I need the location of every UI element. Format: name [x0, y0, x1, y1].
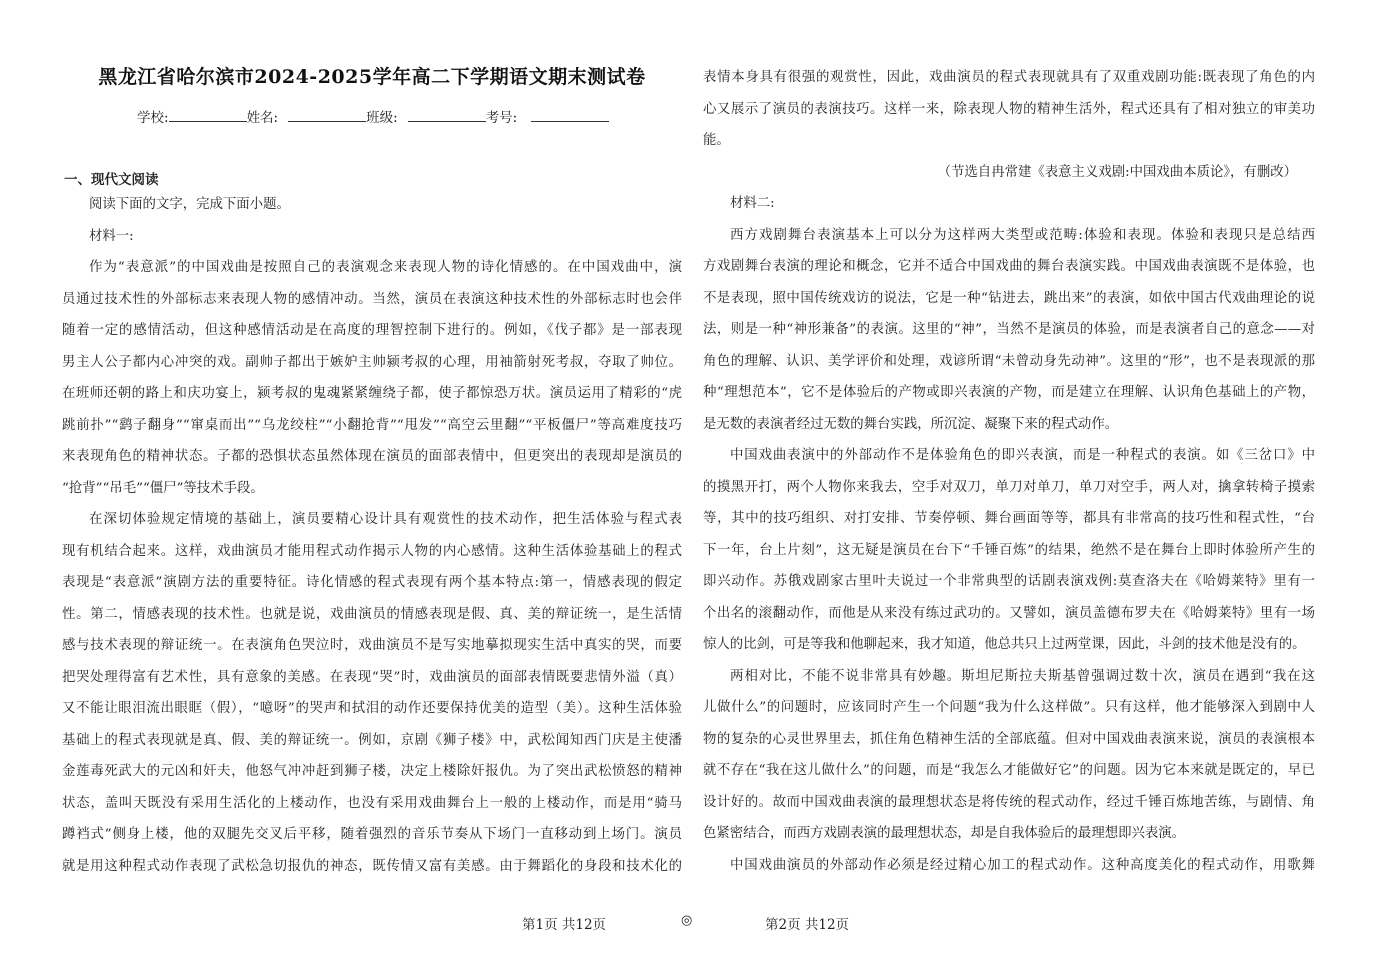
class-label: 班级:: [366, 110, 398, 126]
left-line: 男主人公子都内心冲突的戏。副帅子都出于嫉妒主帅颍考叔的心理，用袖箭射死考叔，夺取了帅位。: [62, 354, 682, 370]
left-line: 性。第二，情感表现的技术性。也就是说，戏曲演员的情感表现是假、真、美的辩证统一，是生活情: [62, 606, 682, 622]
number-label: 考号:: [485, 110, 518, 126]
left-line: 作为“表意派”的中国戏曲是按照自己的表演观念来表现人物的诗化情感的。在中国戏曲中，演: [89, 260, 682, 275]
left-line: 在班师还朝的路上和庆功宴上，颍考叔的鬼魂紧紧缠绕子都，使子都惊恐万状。演员运用了精彩的“虎: [62, 386, 682, 401]
left-line: 蹲裆式”侧身上楼，他的双腿先交叉后平移，随着强烈的音乐节奏从下场门一直移动到上场门。演员: [62, 827, 682, 842]
school-label: 学校:: [137, 110, 169, 126]
right-line: 儿做什么”的问题时，应该同时产生一个问题“我为什么这样做”。只有这样，他才能够深入到剧中人: [703, 700, 1315, 715]
right-line: 中国戏曲演员的外部动作必须是经过精心加工的程式动作。这种高度美化的程式动作，用歌舞: [730, 857, 1315, 873]
right-line: 等，其中的技巧组织、对打安排、节奏停顿、舞台画面等等，都具有非常高的技巧性和程式性，“台: [703, 511, 1315, 526]
class-blank[interactable]: [408, 107, 486, 122]
left-line: 员通过技术性的外部标志来表现人物的感情冲动。当然，演员在表演这种技术性的外部标志时也会伴: [62, 291, 682, 307]
left-line: 跳前扑”“鹞子翻身”“窜桌而出”“乌龙绞柱”“小翻抢背”“甩发”“高空云里翻”“平板僵尸”等高难度技巧: [62, 417, 682, 433]
right-line: 材料二:: [730, 196, 775, 211]
left-line: 把哭处理得富有艺术性，具有意象的美感。在表现“哭”时，戏曲演员的面部表情既要悲情外溢（真）: [62, 669, 682, 685]
right-line: 就不存在“我在这儿做什么”的问题，而是“我怎么才能做好它”的问题。因为它本来就是既定的，早已: [703, 763, 1315, 778]
name-label: 姓名:: [246, 110, 279, 126]
right-line: 西方戏剧舞台表演基本上可以分为这样两大类型或范畴:体验和表现。体验和表现只是总结西: [730, 227, 1315, 243]
right-line: 的摸黑开打，两个人物你来我去，空手对双刀，单刀对单刀，单刀对空手，两人对，擒拿转椅子摸索: [703, 479, 1315, 495]
right-line: 能。: [703, 133, 730, 148]
right-line: 物的复杂的心灵世界里去，抓住角色精神生活的全部底蕴。但对中国戏曲表演来说，演员的表演根本: [703, 731, 1315, 747]
right-line: 色紧密结合，而西方戏剧表演的最理想状态，却是自我体验后的最理想即兴表演。: [703, 826, 1186, 841]
right-line: 惊人的比剑，可是等我和他聊起来，我才知道，他总共只上过两堂课，因此，斗剑的技术他是没有的。: [703, 637, 1306, 652]
number-blank[interactable]: [531, 107, 609, 122]
left-line: 感与技术表现的辩证统一。在表演角色哭泣时，戏曲演员不是写实地摹拟现实生活中真实的哭，而要: [62, 638, 682, 653]
right-line: 方戏剧舞台表演的理论和概念，它并不适合中国戏曲的舞台表演实践。中国戏曲表演既不是体验，也: [703, 259, 1315, 274]
right-line: 中国戏曲表演中的外部动作不是体验角色的即兴表演，而是一种程式的表演。如《三岔口》中: [730, 448, 1315, 463]
instruction-text: 阅读下面的文字，完成下面小题。: [89, 197, 290, 212]
material1-text: [62, 252, 682, 882]
right-line: 种“理想范本”，它不是体验后的产物或即兴表演的产物，而是建立在理解、认识角色基础上的产物，: [703, 385, 1315, 400]
page-number-left: 第1页 共12页: [522, 917, 607, 933]
section-title: 一、现代文阅读: [64, 172, 159, 188]
right-line: 两相对比，不能不说非常具有妙趣。斯坦尼斯拉夫斯基曾强调过数十次，演员在遇到“我在这: [730, 668, 1315, 684]
left-line: 来表现角色的精神状态。子都的恐惧状态虽然体现在演员的面部表情中，但更突出的表现却是演员的: [62, 449, 682, 464]
left-line: “抢背”“吊毛”“僵尸”等技术手段。: [62, 480, 264, 496]
right-line: 不是表现，照中国传统戏访的说法，它是一种“钻进去，跳出来”的表演，如依中国古代戏曲理论的说: [703, 290, 1315, 306]
exam-title: 黑龙江省哈尔滨市2024-2025学年高二下学期语文期末测试卷: [98, 66, 646, 88]
left-line: 状态，盖叫天既没有采用生活化的上楼动作，也没有采用戏曲舞台上一般的上楼动作，而是用“骑马: [62, 795, 682, 811]
right-line: 表情本身具有很强的观赏性，因此，戏曲演员的程式表现就具有了双重戏剧功能:既表现了角色的内: [703, 70, 1315, 85]
left-line: 现有机结合起来。这样，戏曲演员才能用程式动作揭示人物的内心感情。这种生活体验基础上的程式: [62, 543, 682, 559]
right-line: 角色的理解、认识、美学评价和处理，戏谚所谓“未曾动身先动神”。这里的“形”，也不是表现派的那: [703, 353, 1315, 369]
left-line: 金莲毒死武大的元凶和奸夫，他怒气冲冲赶到狮子楼，决定上楼除奸报仇。为了突出武松愤怒的精神: [62, 764, 682, 779]
left-body: [62, 189, 682, 882]
left-line: 就是用这种程式动作表现了武松急切报仇的神态，既传情又富有美感。由于舞蹈化的身段和技术化的: [62, 858, 682, 874]
right-line: 法，则是一种“神形兼备”的表演。这里的“神”，当然不是演员的体验，而是表演者自己的意念——对: [703, 322, 1315, 337]
right-line: 是无数的表演者经过无数的舞台实践，所沉淀、凝聚下来的程式动作。: [703, 416, 1119, 432]
right-line: 心又展示了演员的表演技巧。这样一来，除表现人物的精神生活外，程式还具有了相对独立的审美功: [703, 101, 1315, 117]
left-line: 又不能让眼泪流出眼眶（假），“噫呀”的哭声和拭泪的动作还要保持优美的造型（美）。这种生活体验: [62, 701, 682, 716]
school-blank[interactable]: [169, 107, 247, 122]
right-body: [703, 62, 1315, 881]
left-line: 在深切体验规定情境的基础上，演员要精心设计具有观赏性的技术动作，把生活体验与程式表: [89, 512, 682, 527]
right-line: 设计好的。故而中国戏曲表演的最理想状态是将传统的程式动作，经过千锤百炼地苦练，与剧情、角: [703, 794, 1315, 810]
student-info-fields: [137, 106, 609, 126]
left-line: 基础上的程式表现就是真、假、美的辩证统一。例如，京剧《狮子楼》中，武松闻知西门庆是主使潘: [62, 732, 682, 748]
right-line: 个出名的滚翻动作，而他是从来没有练过武功的。又譬如，演员盖德布罗夫在《哈姆莱特》里有一场: [703, 605, 1315, 621]
name-blank[interactable]: [288, 107, 366, 122]
right-line: 下一年，台上片刻”，这无疑是演员在台下“千锤百炼”的结果，绝然不是在舞台上即时体验所产生的: [703, 542, 1315, 558]
page-number-right: 第2页 共12页: [765, 917, 850, 933]
left-line: 随着一定的感情活动，但这种感情活动是在高度的理智控制下进行的。例如，《伐子都》是一部表现: [62, 323, 682, 338]
footer-symbol: ◎: [681, 913, 693, 928]
right-line: （节选自冉常建《表意主义戏剧:中国戏曲本质论》，有删改）: [937, 164, 1297, 180]
material1-label: 材料一:: [89, 228, 134, 244]
right-line: 即兴动作。苏俄戏剧家古里叶夫说过一个非常典型的话剧表演戏例:莫查洛夫在《哈姆莱特》里有一: [703, 574, 1315, 589]
left-line: 表现是“表意派”演剧方法的重要特征。诗化情感的程式表现有两个基本特点:第一，情感表现的假定: [62, 575, 682, 590]
